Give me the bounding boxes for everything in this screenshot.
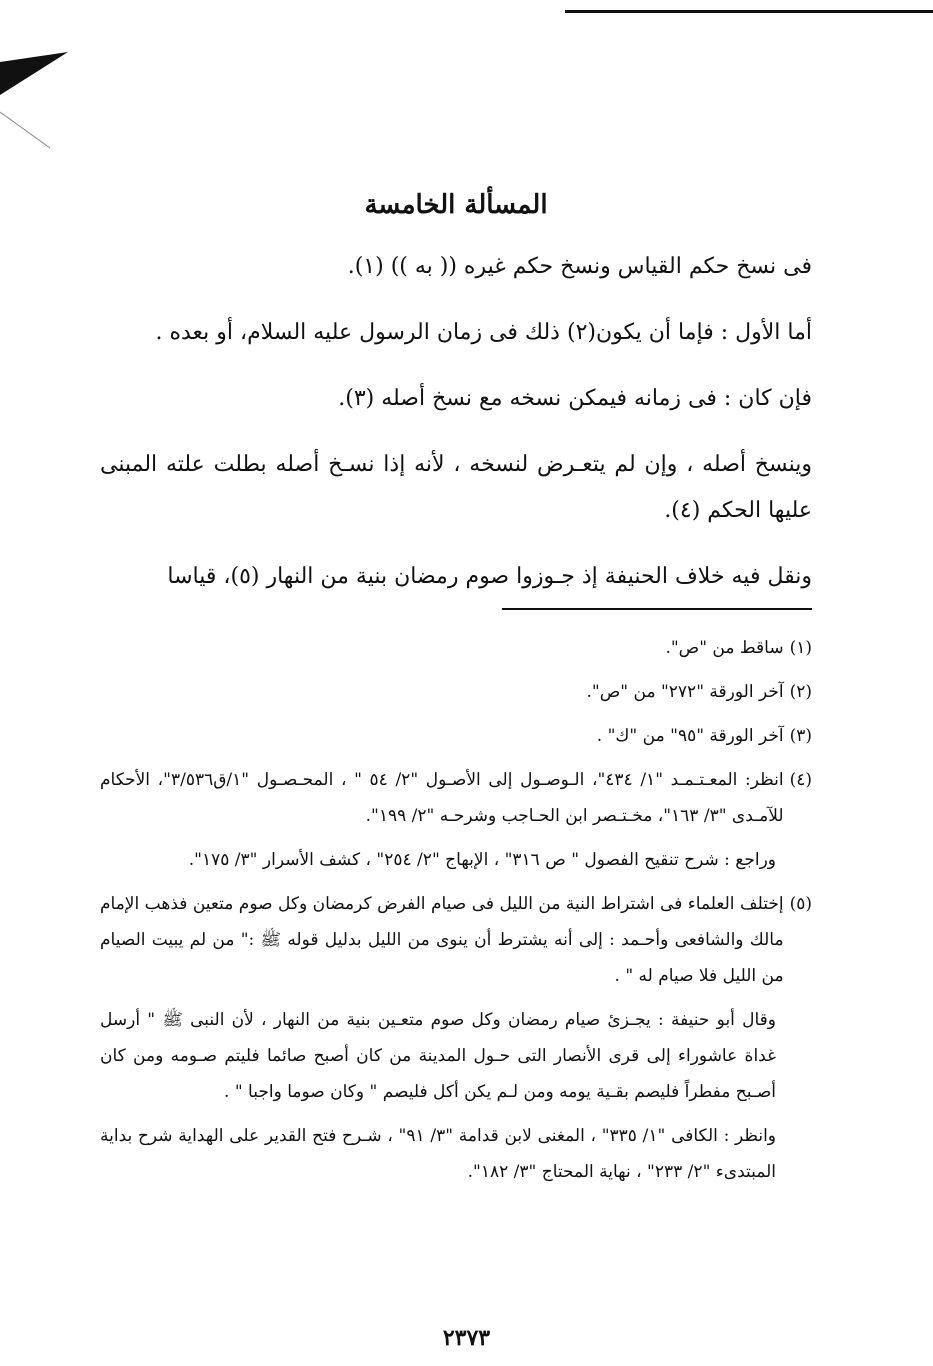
footnote-number: (٤) (789, 770, 812, 790)
footnote-number: (٥) (789, 894, 812, 914)
footnotes (100, 630, 812, 1198)
paragraph: فإن كان : فى زمانه فيمكن نسخه مع نسخ أصله (٣). (338, 386, 812, 411)
footnote-separator (502, 608, 812, 610)
footnote-text: انظر: المعـتـمـد "١/ ٤٣٤"، الـوصـول إلى الأصـول "٢/ ٥٤ " ، المحـصـول "١/ق٣/٥٣٦"، الأحكام للآمـدى "٣/ ١٦٣"، مخـتـصر ابن الحـاجب وشرحـه "٢/ ١٩٩". (100, 770, 784, 826)
page-number: ٢٣٧٣ (442, 1325, 491, 1351)
footnote-number: (٢) (789, 682, 812, 702)
footnote (100, 762, 812, 834)
footnote (100, 630, 812, 666)
main-text (100, 190, 812, 620)
paragraph: ونقل فيه خلاف الحنيفة إذ جـوزوا صوم رمضان بنية من النهار (٥)، قياسا (167, 564, 812, 589)
footnote-number: (٣) (789, 726, 812, 746)
paragraph: وينسخ أصله ، وإن لم يتعـرض لنسخه ، لأنه إذا نسـخ أصله بطلت علته المبنى عليها الحكم (٤). (100, 452, 812, 523)
footnote-continuation: وراجع : شرح تنقيح الفصول " ص ٣١٦" ، الإبهاج "٢/ ٢٥٤" ، كشف الأسرار "٣/ ١٧٥". (188, 850, 776, 870)
footnote-text: إختلف العلماء فى اشتراط النية من الليل فى صيام الفرض كرمضان وكل صوم متعين فذهب الإمام مالك والشافعى وأحـمد : إلى أنه يشترط أن ينوى من الليل بدليل قوله ﷺ :" من لم يبيت الصيام من الليل فلا صيام له " . (100, 894, 784, 986)
footnote-number: (١) (789, 638, 812, 658)
body-paragraphs (100, 244, 812, 600)
footnote-text: آخر الورقة "٩٥" من "ك" . (596, 726, 784, 746)
footnote-continuation: وقال أبو حنيفة : يجـزئ صيام رمضان وكل صوم متعـين بنية من النهار ، لأن النبى ﷺ " أرسل غداة عاشوراء إلى قرى الأنصار التى حـول المدينة من كان أصبح صائما فليتم صـومه ومن كان أصـبح مفطراً فليصم بقـية يومه ومن لـم يكن أكل فليصم " وكان صوما واجبا " . (100, 1010, 776, 1102)
footnote-continuation: وانظر : الكافى "١/ ٣٣٥" ، المغنى لابن قدامة "٣/ ٩١" ، شـرح فتح القدير على الهداية شرح بداية المبتدىء "٢/ ٢٣٣" ، نهاية المحتاج "٣/ ١٨٢". (100, 1126, 776, 1182)
footnote (100, 718, 812, 754)
corner-mark (0, 0, 80, 160)
footnote-text: آخر الورقة "٢٧٢" من "ص". (586, 682, 784, 702)
paragraph: أما الأول : فإما أن يكون(٢) ذلك فى زمان الرسول عليه السلام، أو بعده . (155, 320, 812, 345)
top-rule (565, 10, 933, 13)
footnote (100, 674, 812, 710)
paragraph: فى نسخ حكم القياس ونسخ حكم غيره (( به )) (١). (347, 254, 812, 279)
footnote (100, 886, 812, 994)
footnote-text: ساقط من "ص". (665, 638, 784, 658)
page-heading: المسألة الخامسة (364, 190, 548, 220)
